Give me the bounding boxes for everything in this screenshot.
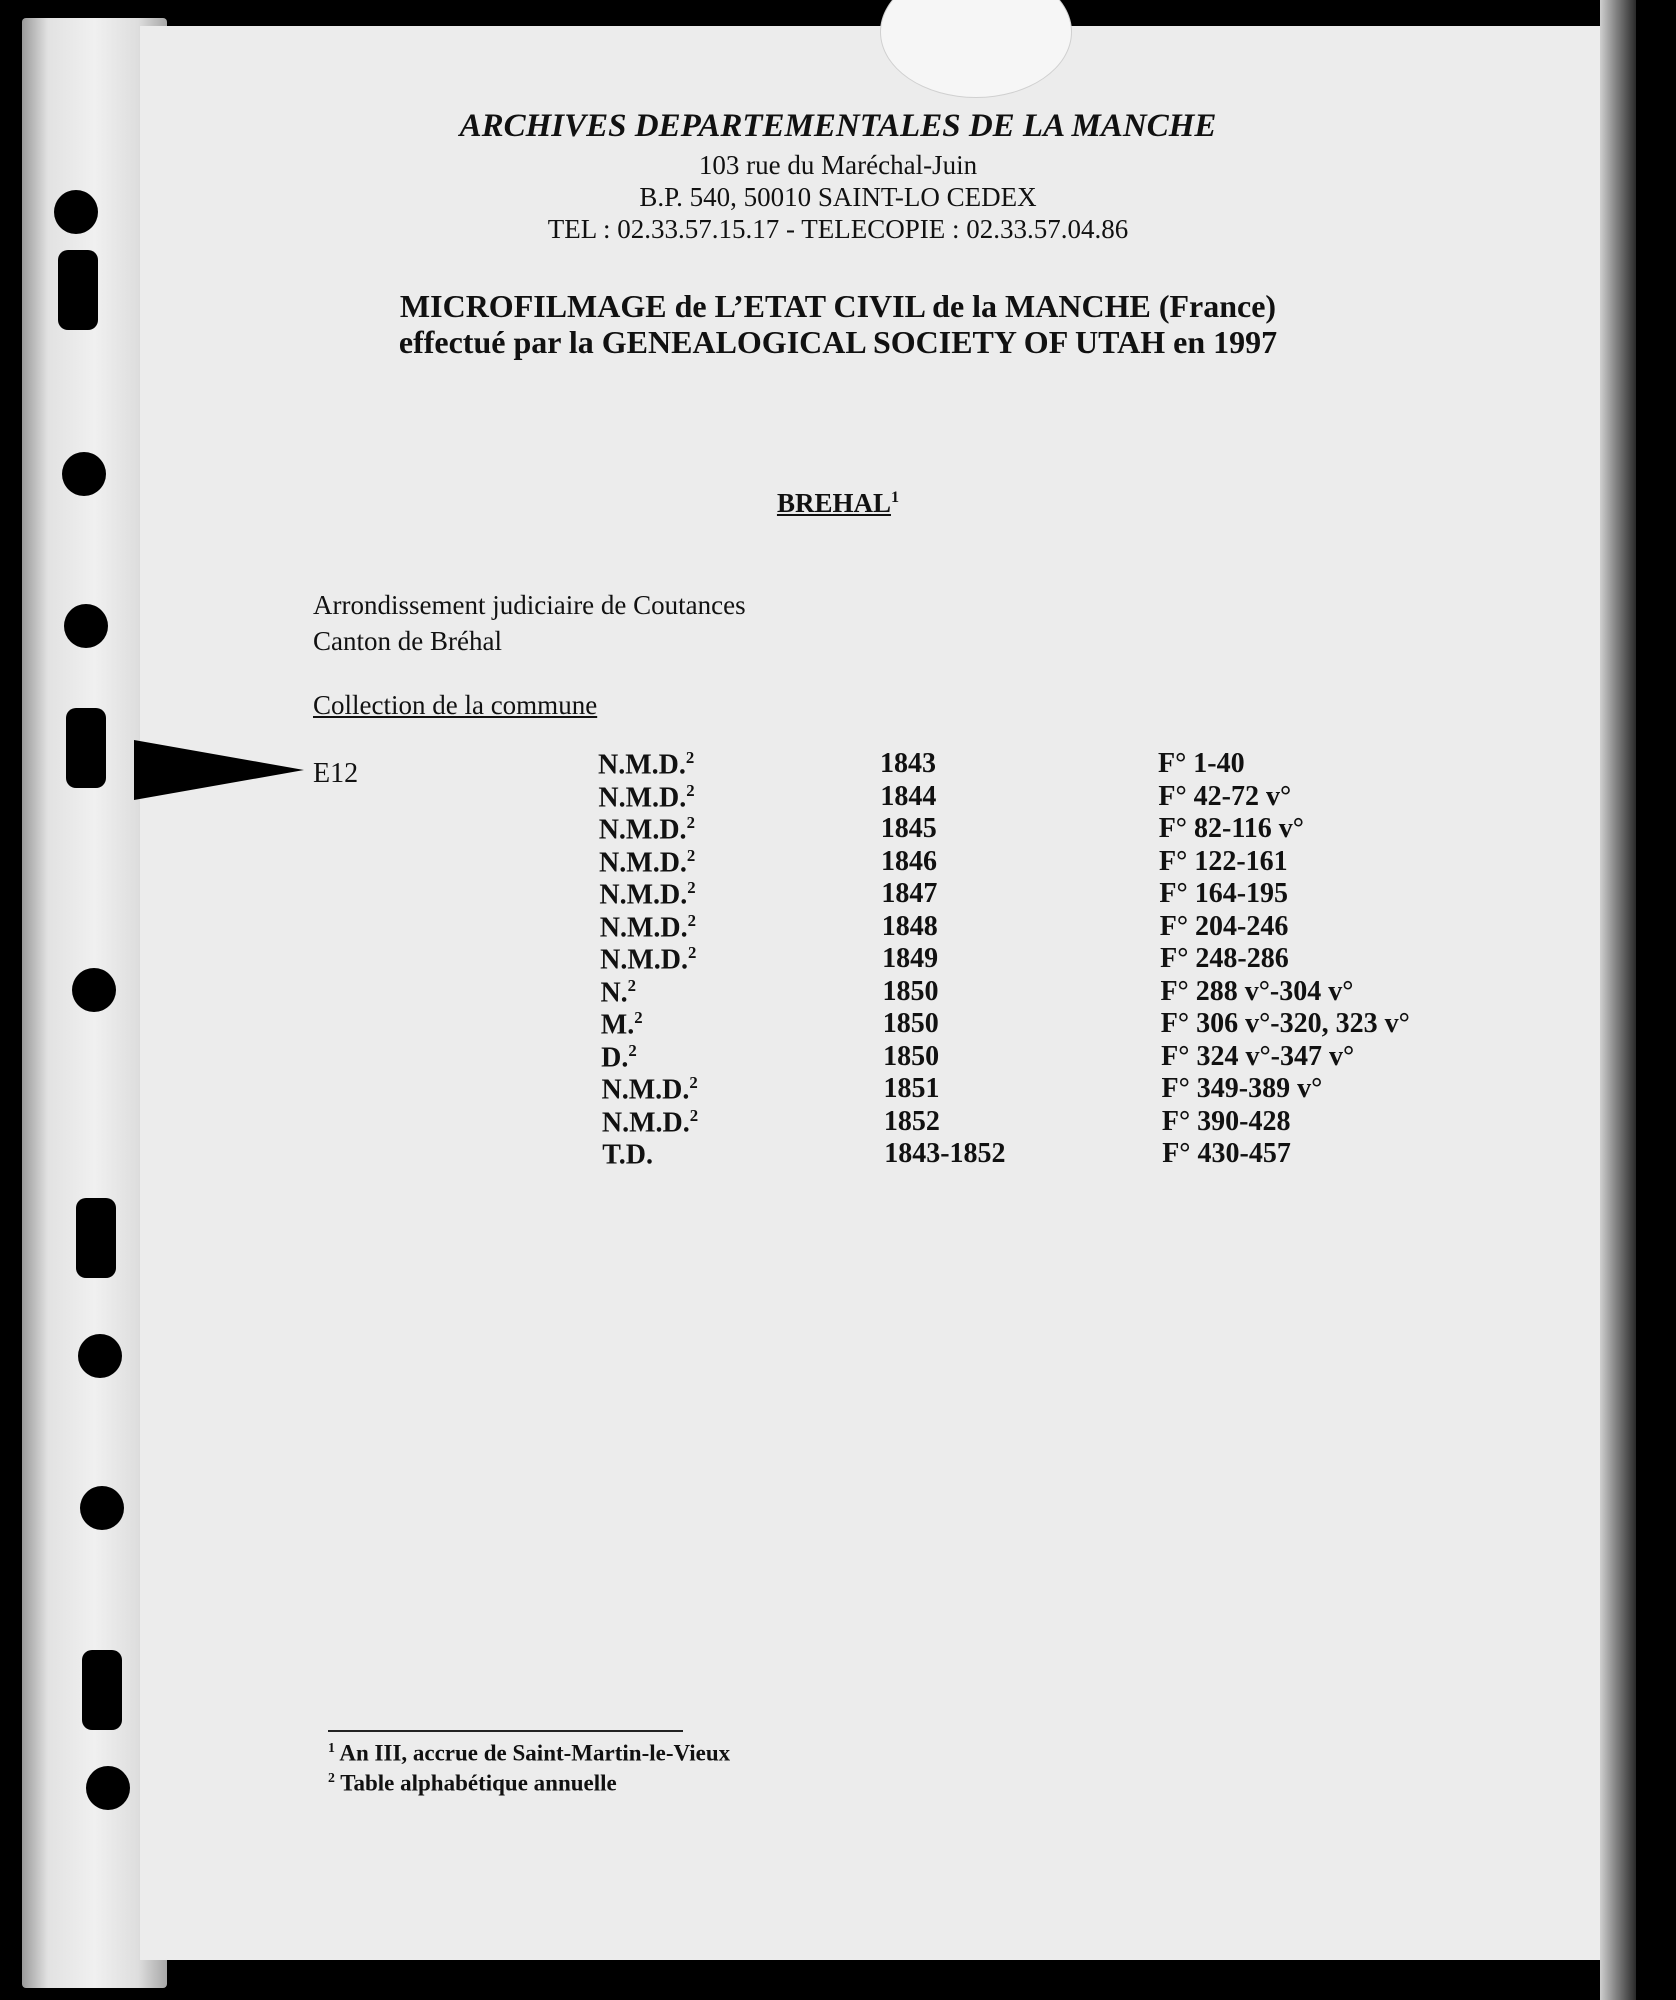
institution-name: ARCHIVES DEPARTEMENTALES DE LA MANCHE (459, 108, 1217, 144)
record-year: 1845 (880, 813, 937, 844)
record-year: 1847 (881, 878, 938, 909)
title-line-2: effectué par la GENEALOGICAL SOCIETY OF UTAH en 1997 (398, 324, 1278, 360)
record-type: N.M.D.$^2$ (599, 845, 696, 878)
record-year: 1844 (880, 780, 937, 812)
record-folios: F° 82-116 v° (1158, 813, 1304, 844)
record-type: N.M.D.$^2$ (600, 943, 697, 976)
record-year: 1849 (882, 943, 939, 974)
record-year: 1848 (881, 910, 938, 942)
footnote-2: $^2$ Table alphabétique annuelle (328, 1770, 617, 1796)
postal-address: B.P. 540, 50010 SAINT-LO CEDEX (639, 182, 1037, 212)
record-folios: F° 248-286 (1160, 943, 1289, 974)
record-folios: F° 306 v°-320, 323 v° (1160, 1008, 1410, 1039)
record-type: D.$^2$ (601, 1040, 637, 1073)
binder-hole (64, 604, 108, 648)
record-type: T.D. (602, 1139, 654, 1171)
record-folios: F° 288 v°-304 v° (1160, 975, 1354, 1007)
footnote-1: $^1$ An III, accrue de Saint-Martin-le-Vieux (328, 1740, 731, 1766)
record-folios: F° 204-246 (1159, 910, 1289, 942)
record-type: N.M.D.$^2$ (598, 780, 695, 813)
record-folios: F° 122-161 (1159, 845, 1288, 877)
canton: Canton de Bréhal (313, 626, 502, 656)
record-folios: F° 1-40 (1158, 748, 1245, 779)
record-type: N.M.D.$^2$ (601, 1105, 699, 1138)
series-code: E12 (313, 758, 359, 789)
record-year: 1843-1852 (884, 1138, 1006, 1169)
record-year: 1852 (883, 1105, 940, 1137)
record-type: N.M.D.$^2$ (599, 878, 696, 911)
record-folios: F° 349-389 v° (1161, 1073, 1323, 1104)
record-folios: F° 430-457 (1162, 1138, 1291, 1169)
record-type: N.M.D.$^2$ (601, 1073, 698, 1106)
arrondissement: Arrondissement judiciaire de Coutances (313, 590, 746, 620)
record-type: N.M.D.$^2$ (598, 813, 695, 846)
pointer-arrow-icon (134, 740, 304, 800)
binder-slot (66, 708, 106, 788)
contact-numbers: TEL : 02.33.57.15.17 - TELECOPIE : 02.33.57.04.86 (547, 214, 1129, 244)
record-folios: F° 390-428 (1161, 1105, 1291, 1137)
record-folios: F° 42-72 v° (1158, 780, 1292, 812)
collection-label: Collection de la commune (313, 690, 598, 720)
record-folios: F° 164-195 (1159, 878, 1289, 909)
sheet-notch (880, 0, 1072, 98)
record-year: 1850 (883, 1040, 940, 1072)
binder-hole (78, 1334, 122, 1378)
record-year: 1843 (880, 748, 936, 779)
binder-hole (86, 1766, 130, 1810)
binder-slot (76, 1198, 116, 1278)
binder-slot (82, 1650, 122, 1730)
record-year: 1846 (881, 845, 938, 877)
record-type: N.M.D.$^2$ (599, 910, 697, 943)
footnote-ref: 1 (890, 488, 900, 506)
commune-name: BREHAL (776, 488, 891, 518)
record-year: 1851 (883, 1073, 940, 1104)
record-folios: F° 324 v°-347 v° (1161, 1040, 1355, 1072)
commune-heading (0, 488, 1676, 519)
record-type: M.$^2$ (600, 1008, 643, 1041)
street-address: 103 rue du Maréchal-Juin (698, 150, 978, 180)
record-type: N.$^2$ (600, 975, 637, 1008)
binder-hole (80, 1486, 124, 1530)
binder-hole (72, 968, 116, 1012)
record-year: 1850 (882, 1008, 939, 1039)
title-line-1: MICROFILMAGE de L’ETAT CIVIL de la MANCHE (France) (399, 288, 1277, 324)
footnote-rule (328, 1730, 683, 1732)
record-type: N.M.D.$^2$ (598, 748, 695, 781)
record-year: 1850 (882, 975, 939, 1007)
